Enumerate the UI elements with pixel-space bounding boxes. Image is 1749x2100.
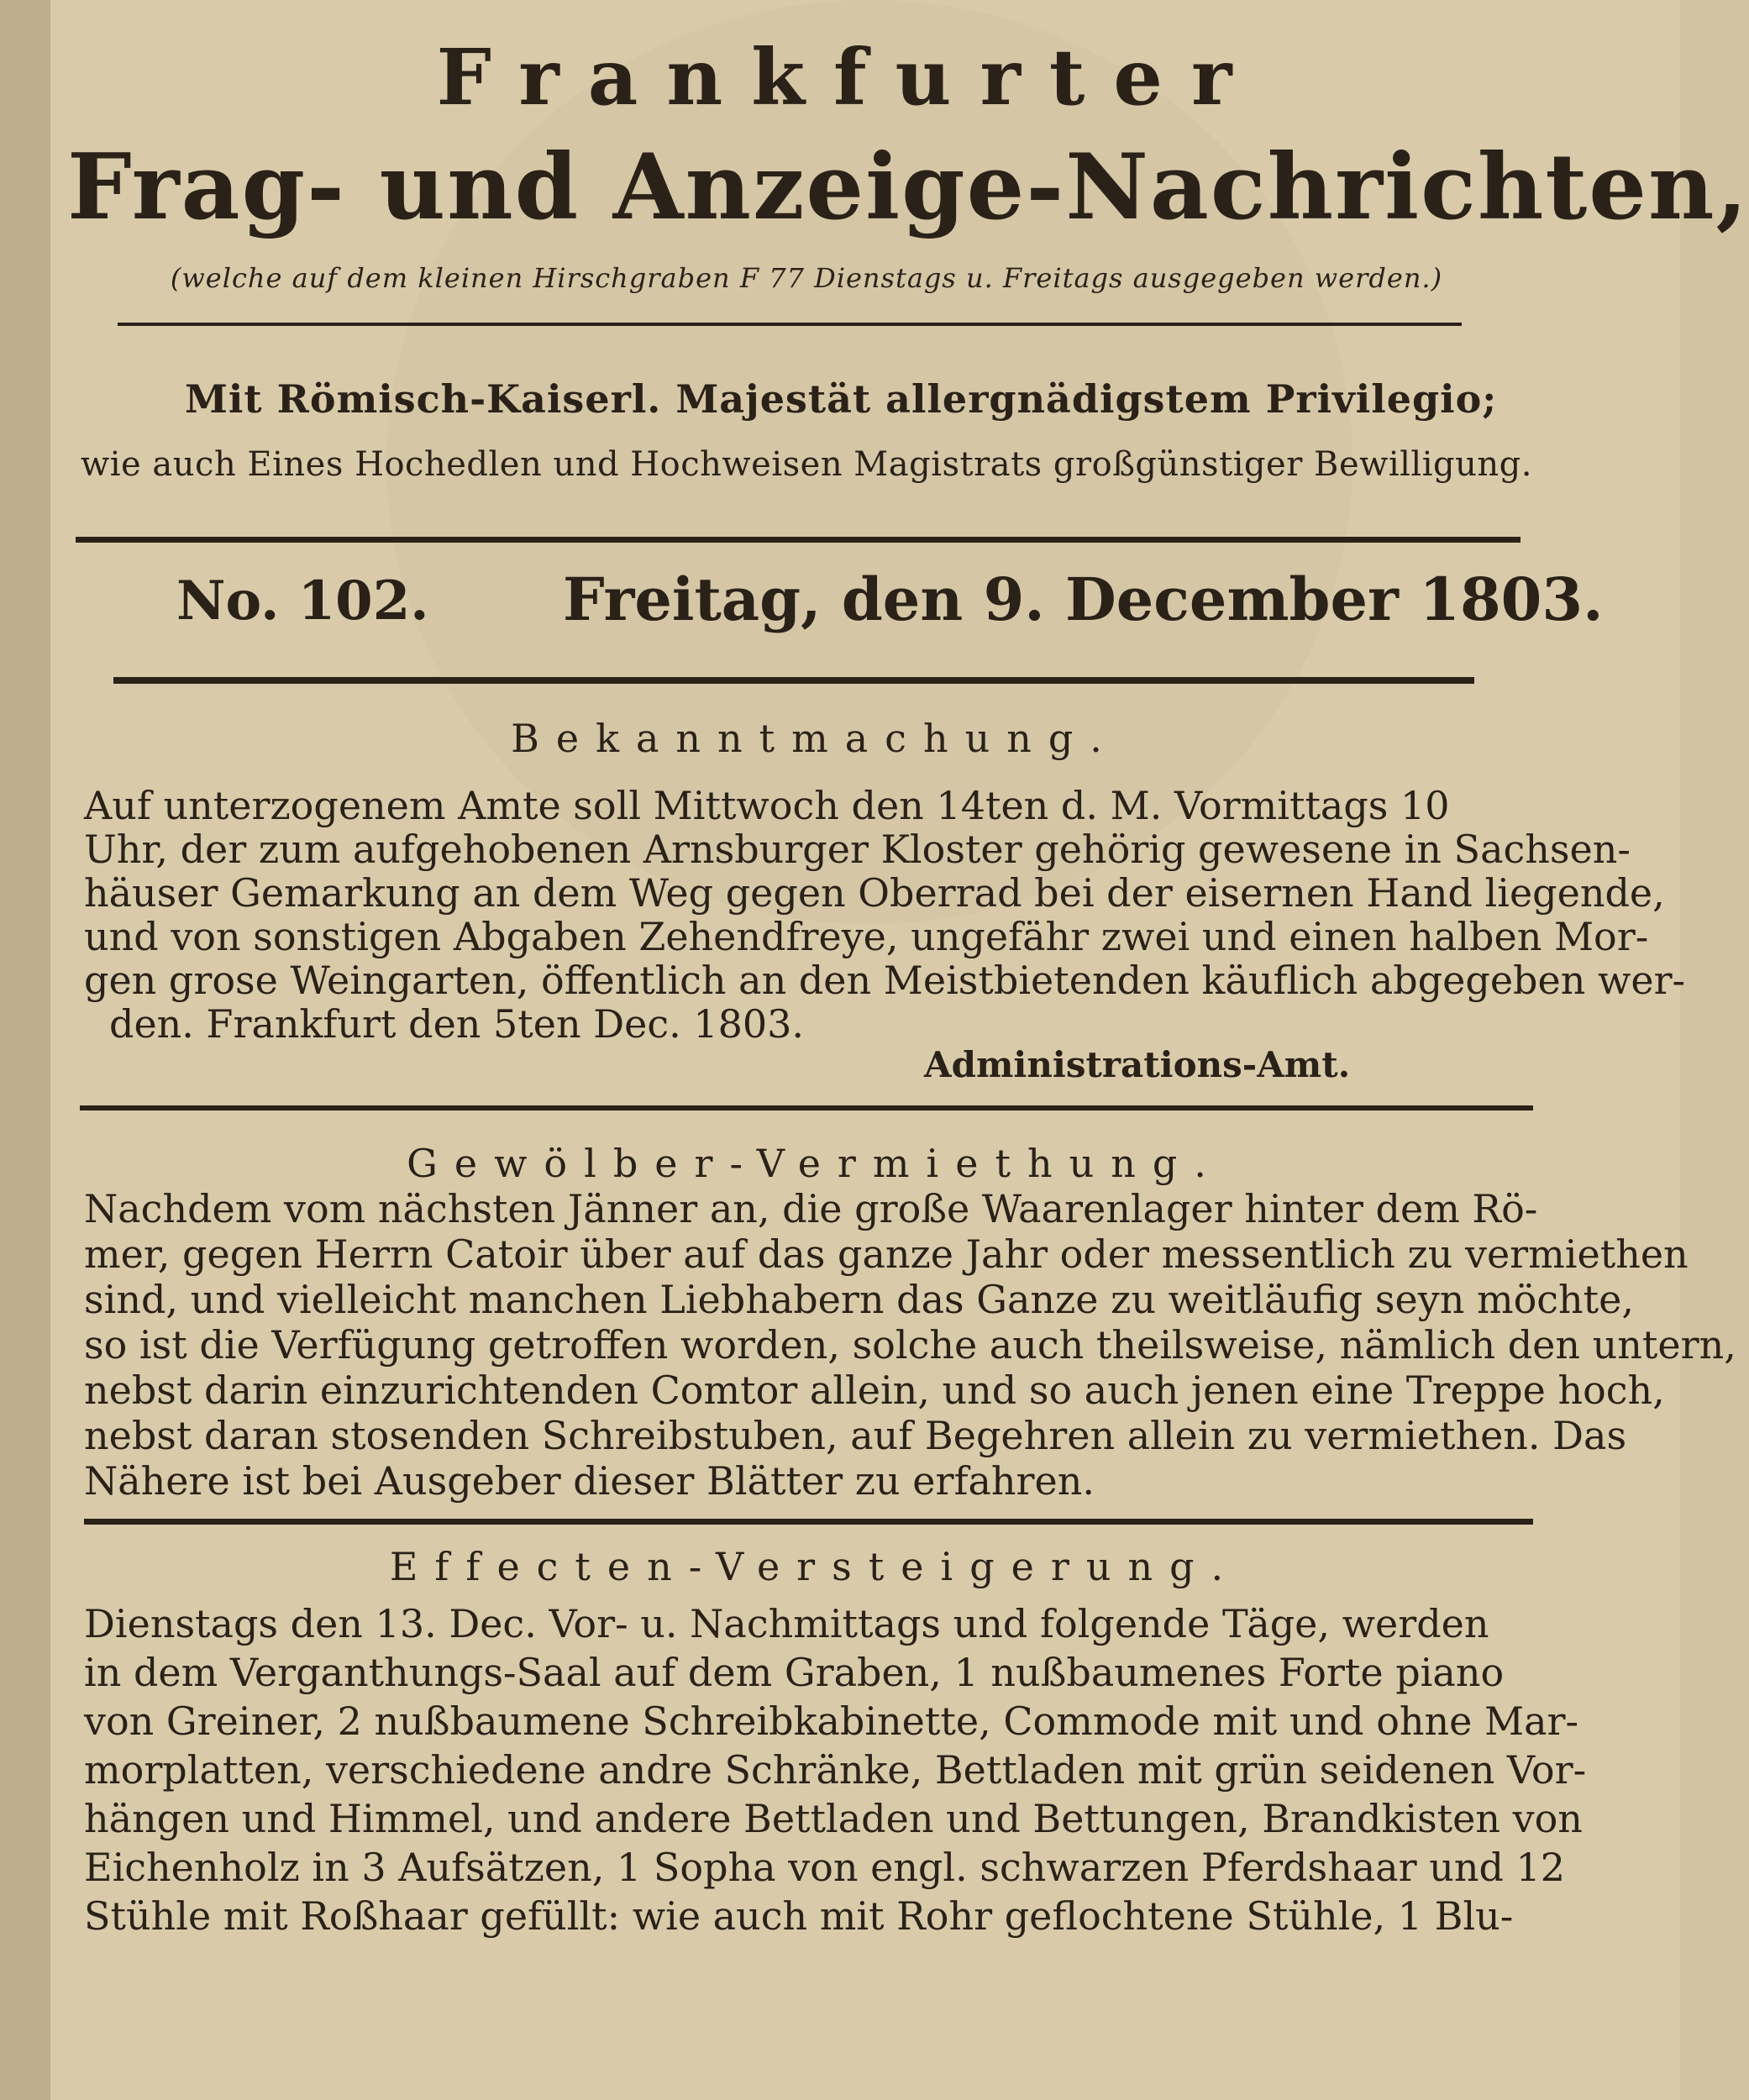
- rule-under-subtitle: [118, 323, 1462, 326]
- masthead-subtitle: (welche auf dem kleinen Hirschgraben F 77 Dienstags u. Freitags ausgegeben werden.): [170, 262, 1443, 294]
- notice-line: Nähere ist bei Ausgeber dieser Blätter zu erfahren.: [84, 1458, 1095, 1504]
- notice-line: sind, und vielleicht manchen Liebhabern das Ganze zu weitläufig seyn möchte,: [84, 1277, 1635, 1322]
- notice-heading-bekanntmachung: Bekanntmachung.: [511, 716, 1119, 761]
- rule-after-notice-1: [80, 1105, 1533, 1110]
- notice-line: nebst daran stosenden Schreibstuben, auf Begehren allein zu vermiethen. Das: [84, 1413, 1627, 1458]
- notice-line: in dem Verganthungs-Saal auf dem Graben, 1 nußbaumenes Forte piano: [84, 1650, 1505, 1695]
- notice-line: gen grose Weingarten, öffentlich an den Meistbietenden käuflich abgegeben wer-: [84, 958, 1686, 1003]
- rule-after-notice-2: [84, 1519, 1533, 1525]
- notice-line: von Greiner, 2 nußbaumene Schreibkabinette, Commode mit und ohne Mar-: [84, 1698, 1579, 1744]
- issue-date: Freitag, den 9. December 1803.: [563, 564, 1604, 634]
- masthead-title-line2: Frag- und Anzeige-Nachrichten,: [67, 134, 1749, 240]
- notice-line: Stühle mit Roßhaar gefüllt: wie auch mit Rohr geflochtene Stühle, 1 Blu-: [84, 1893, 1514, 1939]
- notice-line: Eichenholz in 3 Aufsätzen, 1 Sopha von engl. schwarzen Pferdshaar und 12: [84, 1845, 1566, 1890]
- notice-line: Dienstags den 13. Dec. Vor- u. Nachmittags und folgende Täge, werden: [84, 1601, 1489, 1646]
- notice-line: Nachdem vom nächsten Jänner an, die große Waarenlager hinter dem Rö-: [84, 1186, 1538, 1231]
- privilege-line-2: wie auch Eines Hochedlen und Hochweisen Magistrats großgünstiger Bewilligung.: [81, 445, 1532, 484]
- notice-line: und von sonstigen Abgaben Zehendfreye, ungefähr zwei und einen halben Mor-: [84, 914, 1649, 959]
- rule-above-issue: [76, 537, 1521, 543]
- privilege-line-1: Mit Römisch-Kaiserl. Majestät allergnädigstem Privilegio;: [185, 376, 1498, 422]
- notice-line: häuser Gemarkung an dem Weg gegen Oberrad bei der eisernen Hand liegende,: [84, 870, 1665, 916]
- notice-line: so ist die Verfügung getroffen worden, solche auch theilsweise, nämlich den untern,: [84, 1322, 1736, 1368]
- notice-line: Uhr, der zum aufgehobenen Arnsburger Kloster gehörig gewesene in Sachsen-: [84, 827, 1631, 872]
- masthead-title-line1: Frankfurter: [436, 32, 1261, 123]
- notice-line: nebst darin einzurichtenden Comtor allein, und so auch jenen eine Treppe hoch,: [84, 1368, 1665, 1413]
- notice-line: hängen und Himmel, und andere Bettladen und Bettungen, Brandkisten von: [84, 1796, 1583, 1841]
- notice-line: mer, gegen Herrn Catoir über auf das ganze Jahr oder messentlich zu vermiethen: [84, 1231, 1689, 1277]
- notice-line: den. Frankfurt den 5ten Dec. 1803.: [109, 1001, 805, 1047]
- rule-below-issue: [113, 677, 1474, 684]
- notice-signature: Administrations-Amt.: [924, 1044, 1351, 1085]
- notice-line: morplatten, verschiedene andre Schränke, Bettladen mit grün seidenen Vor-: [84, 1747, 1587, 1793]
- notice-heading-effecten: Effecten-Versteigerung.: [389, 1544, 1241, 1589]
- notice-line: Auf unterzogenem Amte soll Mittwoch den 14ten d. M. Vormittags 10: [84, 783, 1450, 828]
- issue-number: No. 102.: [176, 570, 429, 633]
- notice-heading-gewoelber: Gewölber-Vermiethung.: [407, 1141, 1223, 1186]
